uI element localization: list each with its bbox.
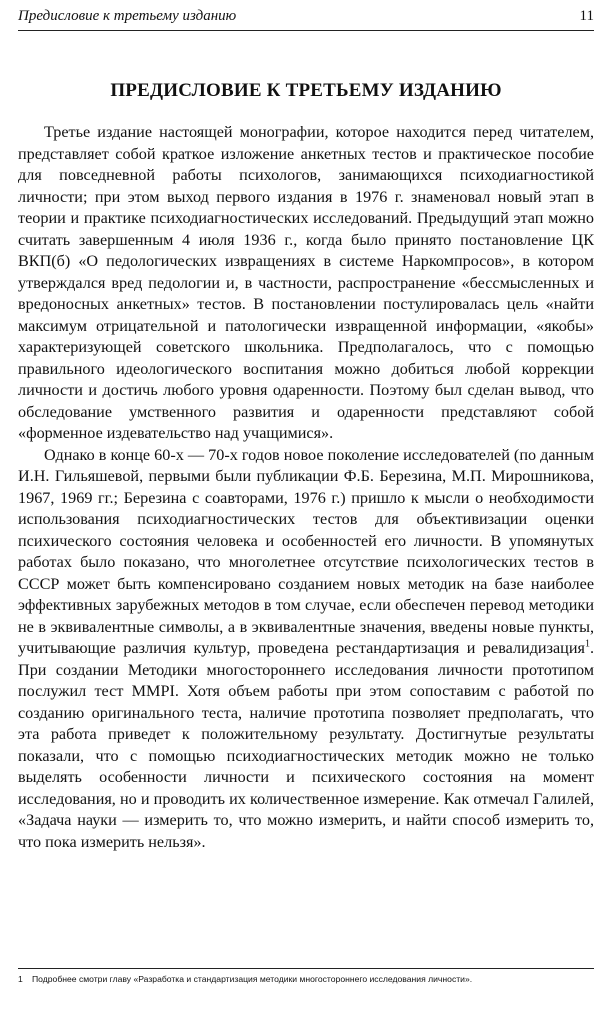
paragraph-2 [18,445,594,854]
header-rule [18,30,594,31]
footnote-number: 1 [18,974,23,984]
paragraph-2-text-end: . При создании Методики многостороннего исследования личности прототипом послужил тест MMPI. Хотя объем работы при этом сопоставим с работой по созданию оригинального теста, наличие прототипа позволяет предполагать, что эта работа приведет к положительному результату. Достигнутые результаты показали, что с помощью психодиагностических методик можно не только выделять особенности личности и психического состояния на момент исследования, но и проводить их количественное измерение. Как отмечал Галилей, «Задача науки — измерить то, что можно измерить, и найти способ измерить то, что пока измерить нельзя». [18,639,594,851]
footnote-reference[interactable]: 1 [584,638,590,650]
body-text [18,122,594,853]
footnote-rule [18,968,594,969]
footnote [18,974,594,984]
footnote-text: Подробнее смотри главу «Разработка и стандартизация методики многостороннего исследования личности». [32,974,473,984]
paragraph-2-text-start: Однако в конце 60-х — 70-х годов новое поколение исследователей (по данным И.Н. Гильяшевой, первыми были публикации Ф.Б. Березина, М.П. Мирошникова, 1967, 1969 гг.; Березина с соавторами, 1976 г.) пришло к мысли о необходимости использования психодиагностических тестов для объективизации оценки психического состояния человека и особенностей его личности. В упомянутых работах было показано, что многолетнее отсутствие психологических тестов в СССР может быть компенсировано созданием новых методик на базе наиболее эффективных зарубежных методов в том случае, если обеспечен перевод методики не в эквивалентные символы, а в эквивалентные значения, введены новые пункты, учитывающие различия культур, проведена рестандартизация и ревалидизация [18,445,594,657]
chapter-title: ПРЕДИСЛОВИЕ К ТРЕТЬЕМУ ИЗДАНИЮ [110,80,502,101]
running-header-title: Предисловие к третьему изданию [18,8,237,24]
page-number: 11 [579,8,594,24]
running-header [18,6,594,32]
paragraph-1: Третье издание настоящей монографии, которое находится перед читателем, представляет собой краткое изложение анкетных тестов и практическое пособие для повседневной работы психологов, занимающихся психодиагностикой личности; при этом выход первого издания в 1976 г. знаменовал новый этап в теории и практике психодиагностических исследований. Предыдущий этап можно считать завершенным 4 июля 1936 г., когда было принято постановление ЦК ВКП(б) «О педологических извращениях в системе Наркомпросов», в котором утверждался вред педологии и, в частности, распространение «бессмысленных и вредоносных анкетных» тестов. В постановлении постулировалась цель «найти максимум отрицательной и патологически извращенной информации, «якобы» характеризующей советского школьника. Предполагалось, что с помощью правильного идеологического воспитания можно добиться любой коррекции личности и достичь любого уровня одаренности. Поэтому был сделан вывод, что обследование умственного развития и одаренности представляют собой «форменное издевательство над учащимися». [18,123,594,442]
